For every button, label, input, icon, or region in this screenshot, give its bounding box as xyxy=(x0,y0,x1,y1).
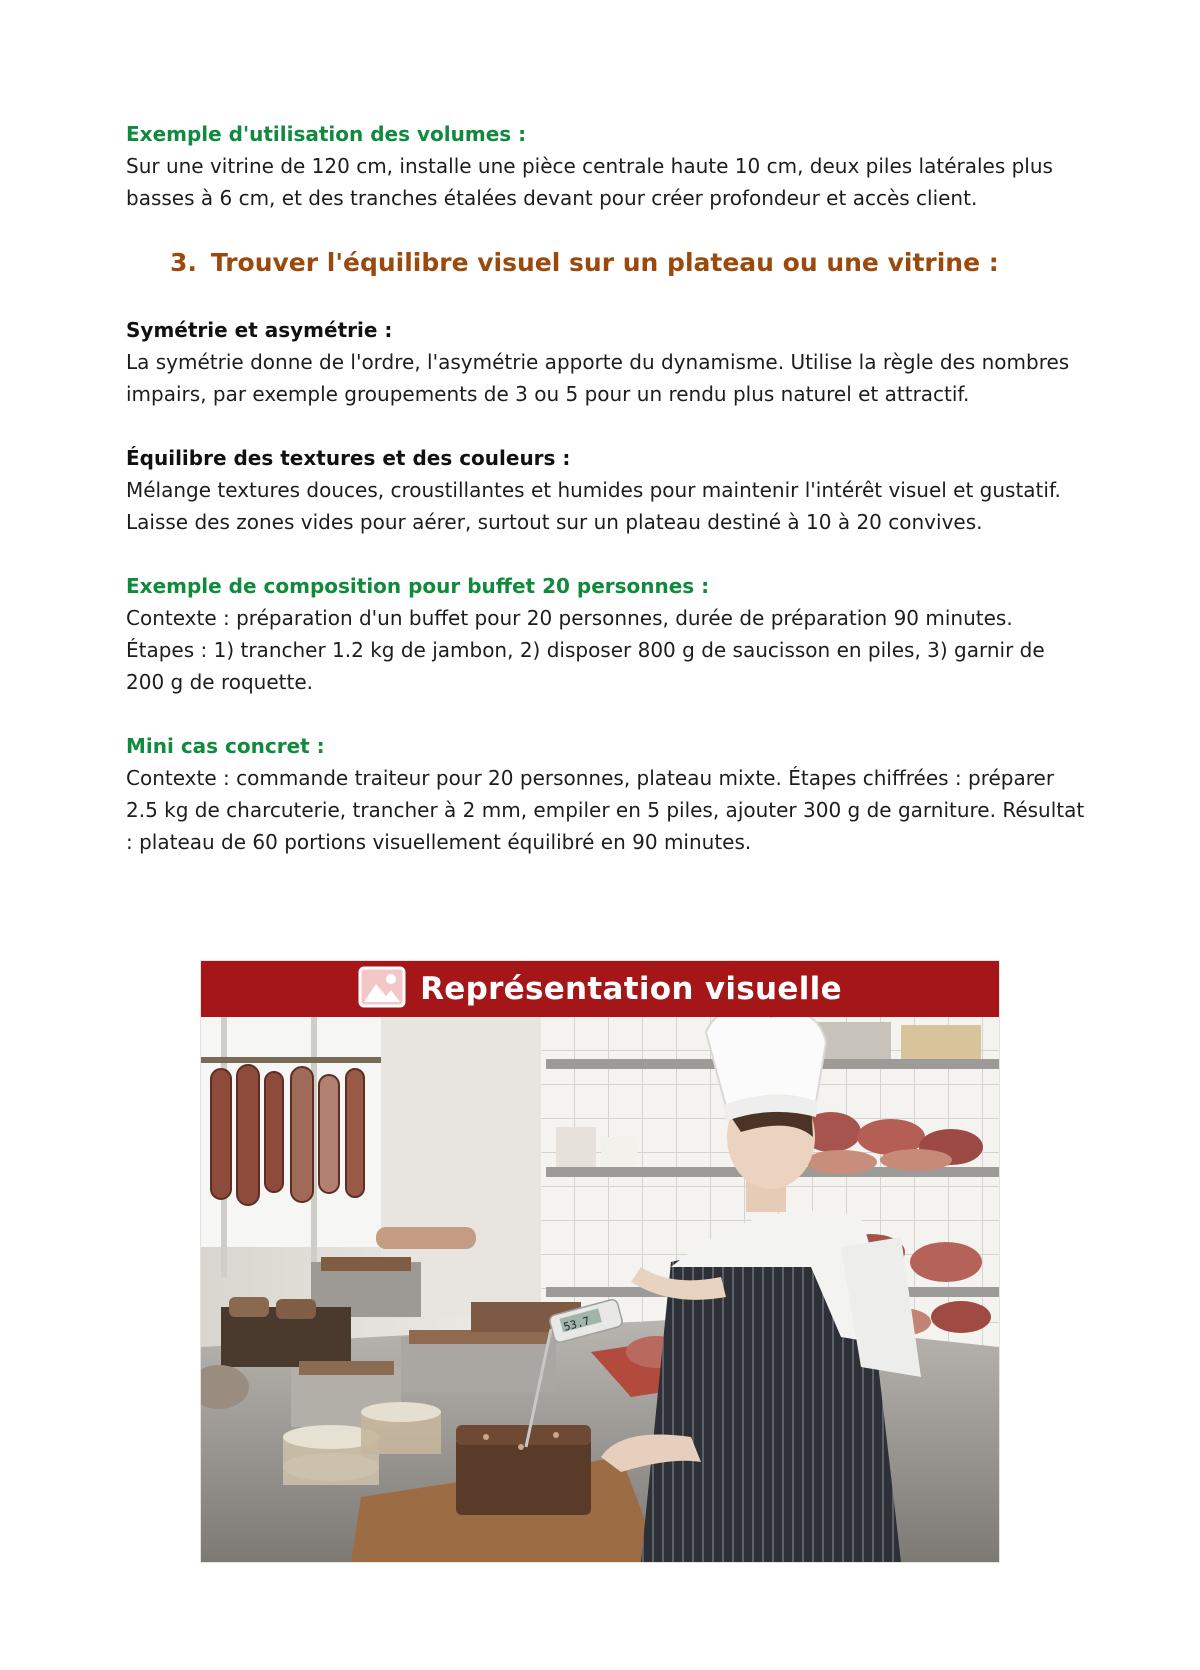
volumes-example-block xyxy=(126,118,1086,214)
volumes-example-heading: Exemple d'utilisation des volumes : xyxy=(126,122,527,146)
mini-case-text: Contexte : commande traiteur pour 20 personnes, plateau mixte. Étapes chiffrées : préparer 2.5 kg de charcuterie, trancher à 2 mm, empiler en 5 piles, ajouter 300 g de garniture. Résultat : plateau de 60 portions visuellement équilibré en 90 minutes. xyxy=(126,766,1085,854)
mini-case-heading: Mini cas concret : xyxy=(126,734,325,758)
textures-text: Mélange textures douces, croustillantes et humides pour maintenir l'intérêt visuel et gustatif. Laisse des zones vides pour aérer, surtout sur un plateau destiné à 10 à 20 convives. xyxy=(126,478,1061,534)
textures-block xyxy=(126,442,1086,538)
symmetry-heading: Symétrie et asymétrie : xyxy=(126,318,393,342)
figure-header xyxy=(201,961,999,1017)
textures-heading: Équilibre des textures et des couleurs : xyxy=(126,446,571,470)
mini-case-block xyxy=(126,730,1086,858)
thermometer-reading: 53.7 xyxy=(562,1314,592,1334)
volumes-example-text: Sur une vitrine de 120 cm, installe une pièce centrale haute 10 cm, deux piles latérales plus basses à 6 cm, et des tranches étalées devant pour créer profondeur et accès client. xyxy=(126,154,1053,210)
section-title-text: Trouver l'équilibre visuel sur un plateau ou une vitrine : xyxy=(210,248,999,277)
buffet-example-block xyxy=(126,570,1086,698)
section-number: 3. xyxy=(170,248,197,277)
buffet-example-heading: Exemple de composition pour buffet 20 personnes : xyxy=(126,574,710,598)
symmetry-block xyxy=(126,314,1086,410)
visual-representation-figure xyxy=(200,960,1000,1563)
figure-title: Représentation visuelle xyxy=(420,971,842,1007)
buffet-example-line1: Contexte : préparation d'un buffet pour 20 personnes, durée de préparation 90 minutes. xyxy=(126,606,1013,630)
charcuterie-kitchen-photo xyxy=(201,1017,999,1562)
document-content xyxy=(126,118,1086,890)
symmetry-text: La symétrie donne de l'ordre, l'asymétrie apporte du dynamisme. Utilise la règle des nombres impairs, par exemple groupements de 3 ou 5 pour un rendu plus naturel et attractif. xyxy=(126,350,1070,406)
buffet-example-line2: Étapes : 1) trancher 1.2 kg de jambon, 2) disposer 800 g de saucisson en piles, 3) garnir de 200 g de roquette. xyxy=(126,638,1045,694)
section-3-title xyxy=(170,246,1086,280)
image-icon xyxy=(358,966,406,1012)
